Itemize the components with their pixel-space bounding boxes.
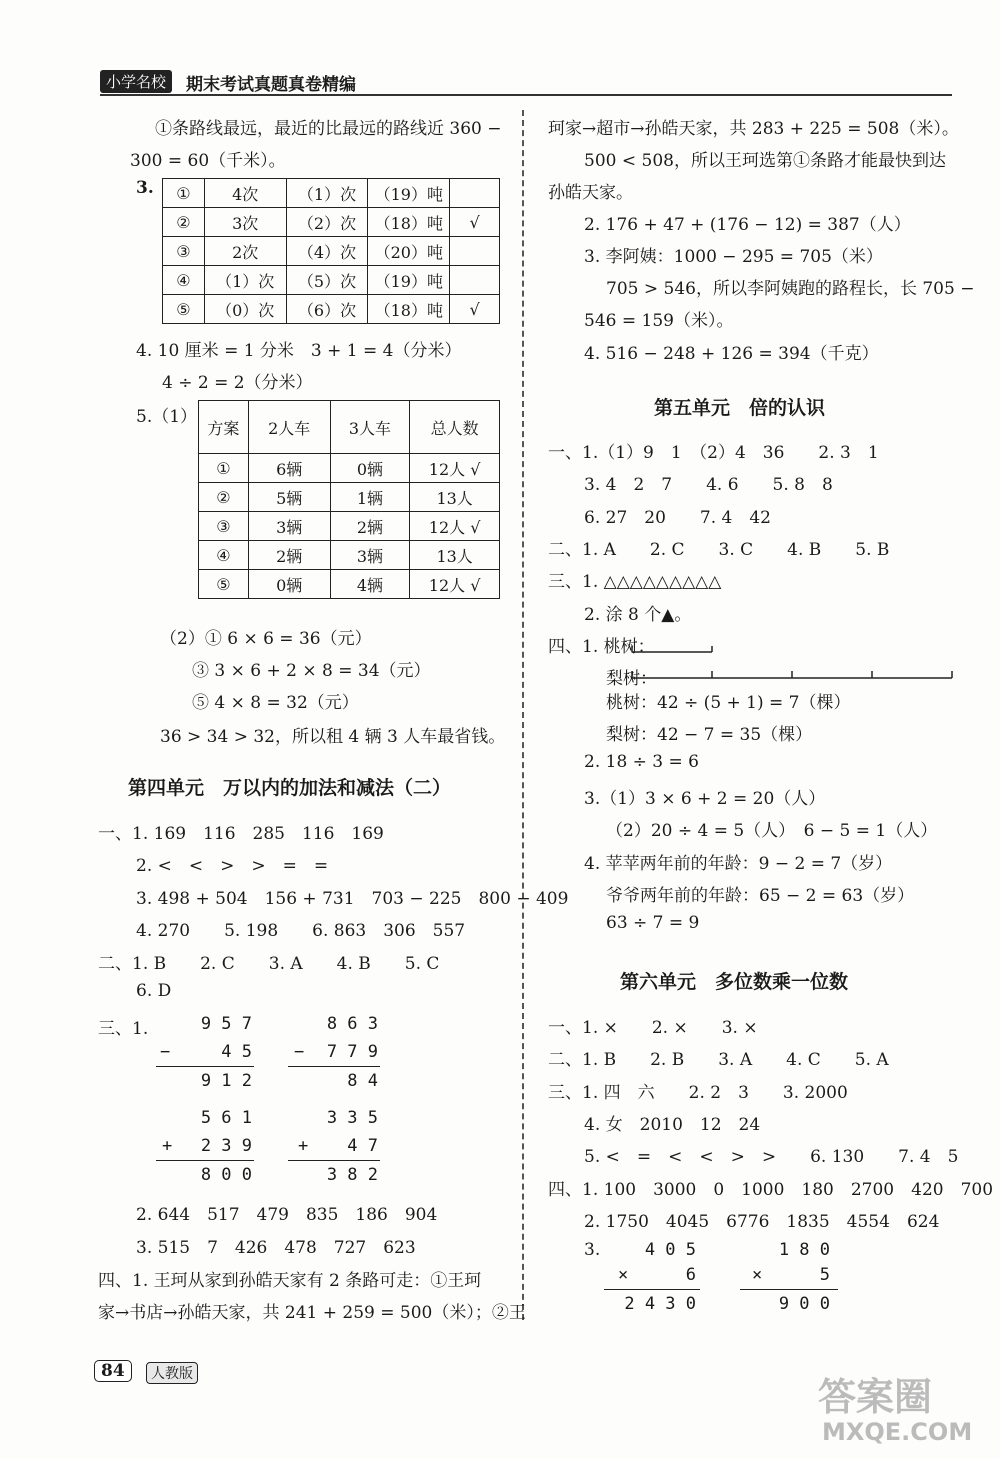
table-cell: 0辆	[248, 570, 330, 599]
u5-2: 二、1. A 2. C 3. C 4. B 5. B	[548, 540, 890, 560]
table-cell: 2次	[204, 237, 286, 266]
calc6-top: 1 8 0	[778, 1240, 830, 1260]
u5-4-3-line-2: （2）20 ÷ 4 = 5（人） 6 − 5 = 1（人）	[606, 821, 938, 841]
page-number: 84	[94, 1360, 132, 1382]
u5-4-pear-calc: 梨树：42 − 7 = 35（棵）	[606, 725, 813, 745]
table-cell: ②	[163, 208, 205, 237]
calc3-result: 8 0 0	[200, 1165, 252, 1185]
left-line-2: 300 = 60（千米）。	[130, 151, 286, 171]
calc6-rule	[740, 1289, 838, 1290]
u5-4-1: 四、1. 桃树：	[548, 637, 655, 657]
u4-1-2: 2. < < > > = =	[136, 856, 329, 876]
table-cell: 4次	[204, 179, 286, 208]
q3-number: 3.	[136, 178, 154, 198]
calc5-op: ×	[618, 1265, 629, 1285]
header-tag: 小学名校	[100, 70, 172, 93]
q4-line-1: 4. 10 厘米 = 1 分米 3 + 1 = 4（分米）	[136, 341, 462, 361]
u5-4-peach-calc: 桃树：42 ÷ (5 + 1) = 7（棵）	[606, 693, 851, 713]
calc5-result: 2 4 3 0	[624, 1294, 696, 1314]
u5-3-2: 2. 涂 8 个▲。	[584, 605, 692, 625]
unit5-title: 第五单元 倍的认识	[654, 397, 826, 419]
calc5-rule	[604, 1289, 700, 1290]
q5-table	[198, 400, 500, 599]
u6-3-5: 5. < = < < > > 6. 130 7. 4 5	[584, 1147, 959, 1167]
calc3-second: 2 3 9	[200, 1136, 252, 1156]
table-cell: 12人 √	[410, 570, 500, 599]
check-cell	[450, 237, 500, 266]
table-cell: 13人	[410, 483, 500, 512]
calc2-top: 8 6 3	[326, 1014, 378, 1034]
table-row	[199, 454, 500, 483]
table-cell: 3次	[204, 208, 286, 237]
peach-segment	[632, 646, 712, 652]
calc5-top: 4 0 5	[644, 1240, 696, 1260]
table-cell: ③	[163, 237, 205, 266]
watermark-logo: 答案圈	[818, 1375, 933, 1419]
calc2-rule	[288, 1066, 380, 1067]
table-row	[163, 295, 500, 324]
table-cell: ⑤	[163, 295, 205, 324]
table-header-cell: 方案	[199, 401, 249, 454]
table-cell: （19）吨	[368, 179, 450, 208]
table-row	[163, 208, 500, 237]
u6-4-1: 四、1. 100 3000 0 1000 180 2700 420 700	[548, 1180, 994, 1200]
calc4-top: 3 3 5	[326, 1108, 378, 1128]
q5-2-line-2: ③ 3 × 6 + 2 × 8 = 34（元）	[192, 661, 431, 681]
calc2-result: 8 4	[347, 1071, 378, 1091]
table-cell: （4）次	[286, 237, 368, 266]
calc4-rule	[288, 1160, 380, 1161]
column-divider	[522, 110, 524, 1320]
table-cell: 6辆	[248, 454, 330, 483]
calc2-op: −	[294, 1042, 305, 1062]
table-cell: ①	[163, 179, 205, 208]
calc6-result: 9 0 0	[778, 1294, 830, 1314]
calc1-result: 9 1 2	[200, 1071, 252, 1091]
table-cell: 4辆	[330, 570, 410, 599]
right-line-2: 500 < 508，所以王珂选第①条路才能最快到达	[584, 151, 946, 171]
calc6-second: 5	[819, 1265, 830, 1285]
calc6-op: ×	[752, 1265, 763, 1285]
u6-4-3: 3.	[584, 1240, 601, 1260]
table-cell: ③	[199, 512, 249, 541]
u6-1: 一、1. × 2. × 3. ×	[548, 1018, 758, 1038]
table-header-cell: 2人车	[248, 401, 330, 454]
check-cell	[450, 179, 500, 208]
table-cell: （6）次	[286, 295, 368, 324]
table-cell: ④	[163, 266, 205, 295]
u5-3-1: 三、1. △△△△△△△△△	[548, 572, 722, 592]
u4-1-4: 4. 270 5. 198 6. 863 306 557	[136, 921, 466, 941]
u5-4-4-line-3: 63 ÷ 7 = 9	[606, 913, 700, 933]
table-cell: 3辆	[330, 541, 410, 570]
table-cell: （0）次	[204, 295, 286, 324]
q5-2-line-1: （2）① 6 × 6 = 36（元）	[160, 629, 372, 649]
right-line-3: 孙皓天家。	[548, 183, 633, 203]
table-cell: （20）吨	[368, 237, 450, 266]
table-cell: 0辆	[330, 454, 410, 483]
table-header-cell: 总人数	[410, 401, 500, 454]
table-cell: 12人 √	[410, 454, 500, 483]
table-cell: （19）吨	[368, 266, 450, 295]
table-cell: ④	[199, 541, 249, 570]
u4-1-3: 3. 498 + 504 156 + 731 703 − 225 800 − 409	[136, 889, 569, 909]
segment-diagram	[628, 638, 958, 686]
unit4-title: 第四单元 万以内的加法和减法（二）	[128, 777, 452, 799]
left-line-1: ①条路线最远，最近的比最远的路线近 360 −	[155, 119, 502, 139]
u4-4-1-line-2: 家→书店→孙皓天家，共 241 + 259 = 500（米）；②王	[98, 1303, 526, 1323]
pear-segment	[632, 671, 952, 678]
right-line-8: 4. 516 − 248 + 126 = 394（千克）	[584, 344, 879, 364]
u5-4-3-line-1: 3.（1）3 × 6 + 2 = 20（人）	[584, 789, 826, 809]
table-row	[163, 237, 500, 266]
calc5-second: 6	[685, 1265, 696, 1285]
u4-1-1: 一、1. 169 116 285 116 169	[98, 824, 384, 844]
q5-2-line-3: ⑤ 4 × 8 = 32（元）	[192, 693, 359, 713]
u4-2-6: 6. D	[136, 981, 172, 1001]
table-cell: 2辆	[248, 541, 330, 570]
calc3-rule	[156, 1160, 254, 1161]
table-cell: （2）次	[286, 208, 368, 237]
check-cell: √	[450, 295, 500, 324]
table-cell: （1）次	[204, 266, 286, 295]
u4-3-3: 3. 515 7 426 478 727 623	[136, 1238, 416, 1258]
calc3-top: 5 6 1	[200, 1108, 252, 1128]
table-cell: ⑤	[199, 570, 249, 599]
table-row	[163, 179, 500, 208]
u5-4-pear-label: 梨树：	[606, 669, 657, 689]
calc1-second: 4 5	[221, 1042, 252, 1062]
q4-line-2: 4 ÷ 2 = 2（分米）	[162, 373, 313, 393]
header-title: 期末考试真题真卷精编	[186, 75, 356, 95]
right-line-7: 546 = 159（米）。	[584, 311, 734, 331]
u5-4-4-line-1: 4. 苹苹两年前的年龄：9 − 2 = 7（岁）	[584, 854, 893, 874]
u6-4-2: 2. 1750 4045 6776 1835 4554 624	[584, 1212, 940, 1232]
table-cell: 1辆	[330, 483, 410, 512]
u6-3-1: 三、1. 四 六 2. 2 3 3. 2000	[548, 1083, 848, 1103]
table-cell: ①	[199, 454, 249, 483]
calc2-second: 7 7 9	[326, 1042, 378, 1062]
check-cell	[450, 266, 500, 295]
u4-4-1-line-1: 四、1. 王珂从家到孙皓天家有 2 条路可走：①王珂	[98, 1271, 482, 1291]
table-cell: （18）吨	[368, 208, 450, 237]
calc1-rule	[156, 1066, 254, 1067]
calc4-result: 3 8 2	[326, 1165, 378, 1185]
table-cell: （5）次	[286, 266, 368, 295]
u5-1-3: 3. 4 2 7 4. 6 5. 8 8	[584, 475, 833, 495]
calc4-op: +	[298, 1136, 309, 1156]
table-cell: ②	[199, 483, 249, 512]
q3-table	[162, 178, 500, 324]
u4-2-1: 二、1. B 2. C 3. A 4. B 5. C	[98, 954, 440, 974]
table-header-row	[199, 401, 500, 454]
u4-3-label: 三、1.	[98, 1019, 149, 1039]
edition-label: 人教版	[146, 1362, 198, 1384]
right-line-5: 3. 李阿姨：1000 − 295 = 705（米）	[584, 247, 883, 267]
table-row	[199, 512, 500, 541]
calc1-op: −	[160, 1042, 171, 1062]
table-header-cell: 3人车	[330, 401, 410, 454]
table-row	[199, 483, 500, 512]
u5-4-2: 2. 18 ÷ 3 = 6	[584, 752, 699, 772]
u6-2: 二、1. B 2. B 3. A 4. C 5. A	[548, 1050, 889, 1070]
u5-1-6: 6. 27 20 7. 4 42	[584, 508, 771, 528]
u4-3-2: 2. 644 517 479 835 186 904	[136, 1205, 438, 1225]
calc4-second: 4 7	[347, 1136, 378, 1156]
right-line-4: 2. 176 + 47 + (176 − 12) = 387（人）	[584, 215, 911, 235]
header-rule	[100, 94, 952, 96]
table-cell: 5辆	[248, 483, 330, 512]
unit6-title: 第六单元 多位数乘一位数	[620, 971, 849, 993]
table-row	[199, 570, 500, 599]
table-row	[199, 541, 500, 570]
table-cell: 12人 √	[410, 512, 500, 541]
watermark-url: MXQE.COM	[822, 1418, 973, 1446]
table-row	[163, 266, 500, 295]
right-line-1: 珂家→超市→孙皓天家，共 283 + 225 = 508（米）。	[548, 119, 959, 139]
table-cell: （1）次	[286, 179, 368, 208]
table-cell: 2辆	[330, 512, 410, 541]
table-cell: 13人	[410, 541, 500, 570]
u5-1-1: 一、1.（1）9 1 （2）4 36 2. 3 1	[548, 443, 879, 463]
right-line-6: 705 > 546，所以李阿姨跑的路程长，长 705 −	[606, 279, 975, 299]
check-cell: √	[450, 208, 500, 237]
table-cell: 3辆	[248, 512, 330, 541]
calc3-op: +	[162, 1136, 173, 1156]
u6-3-4: 4. 女 2010 12 24	[584, 1115, 761, 1135]
q5-conclusion: 36 > 34 > 32，所以租 4 辆 3 人车最省钱。	[160, 727, 506, 747]
q5-number: 5.（1）	[136, 407, 198, 427]
u5-4-4-line-2: 爷爷两年前的年龄：65 − 2 = 63（岁）	[606, 886, 915, 906]
calc1-top: 9 5 7	[200, 1014, 252, 1034]
table-cell: （18）吨	[368, 295, 450, 324]
